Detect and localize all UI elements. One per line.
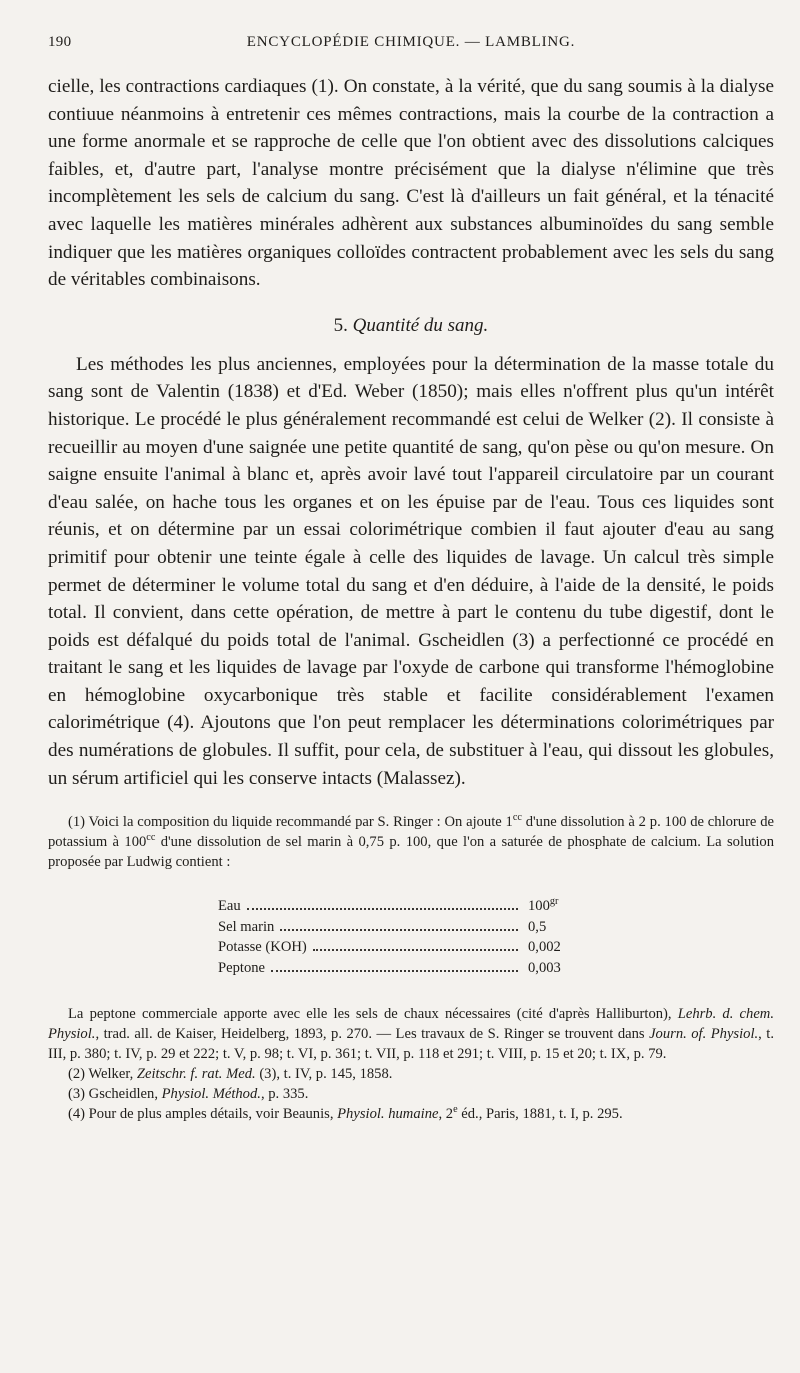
paragraph-blood-quantity: Les méthodes les plus anciennes, employées pour la détermination de la masse totale du sang sont de Valentin (1838) et d'Ed. Weber (1850); mais elles n'offrent plus qu'un intérêt historique. Le procédé le plus généralement recommandé est celui de Welker (2). Il consiste à recueillir au moyen d'une saignée une petite quantité de sang, qu'on pèse ou qu'on mesure. On saigne ensuite l'animal à blanc et, après avoir lavé tout l'appareil circulatoire par un courant d'eau salée, on hache tous les organes et on les épuise par de l'eau. Tous ces liquides sont réunis, et on détermine par un essai colorimétrique combien il faut ajouter d'eau au sang primitif pour obtenir une teinte égale à celle des liquides de lavage. Un calcul très simple permet de déterminer le volume total du sang et d'en déduire, à l'aide de la densité, le poids total. Il convient, dans cette opération, de mettre à part le contenu du tube digestif, dont le poids est défalqué du poids total de l'animal. Gscheidlen (3) a perfectionné ce procédé en traitant le sang et les liquides de lavage par l'oxyde de carbone qui transforme l'hémoglobine en hémoglobine oxycarbonique très stable et facilite considérablement l'examen calorimétrique (4). Ajoutons que l'on peut remplacer les déterminations colorimétriques par des numérations de globules. Il suffit, pour cela, de substituer à l'eau, qui dissout les globules, un sérum artificiel qui les conserve intacts (Malassez). [48, 353, 774, 789]
section-number: 5. [333, 314, 348, 336]
footnote-2-text-b: (3), t. IV, p. 145, 1858. [255, 1066, 393, 1083]
composition-unit: gr [549, 896, 559, 908]
footnote-2-text-a: (2) Welker, [68, 1066, 137, 1083]
composition-label: Sel marin [218, 918, 275, 935]
footnote-3-text-b: , p. 335. [260, 1086, 309, 1103]
footnote-3-text-a: (3) Gscheidlen, [68, 1086, 162, 1103]
leader-dots [271, 970, 518, 972]
page [48, 34, 774, 1124]
footnote-4-text-a: (4) Pour de plus amples détails, voir Beaunis, [68, 1106, 338, 1123]
running-title: ENCYCLOPÉDIE CHIMIQUE. — LAMBLING. [246, 34, 576, 50]
footnote-1c-text-a: La peptone commerciale apporte avec elle les sels de chaux nécessaires (cité d'après Halliburton), [68, 1006, 678, 1023]
footnotes [48, 812, 774, 1124]
composition-row [218, 917, 578, 938]
leader-dots [313, 949, 518, 951]
leader-dots [247, 908, 518, 910]
footnote-1-text-b: d'une dissolution à 2 p. 100 de chlorure de potassium à 100 [48, 814, 774, 851]
footnote-1-text-c: d'une dissolution de sel marin à 0,75 p. 100, que l'on a saturée de phosphate de calcium. La solution proposée par Ludwig contient : [48, 834, 774, 871]
composition-row [218, 958, 578, 979]
page-number: 190 [48, 34, 72, 50]
composition-value-number: 100 [528, 898, 550, 915]
composition-label: Peptone [218, 959, 266, 976]
composition-table [218, 896, 578, 978]
composition-value: 0,5 [528, 918, 547, 935]
composition-row [218, 937, 578, 958]
footnote-2-citation: Zeitschr. f. rat. Med. [136, 1066, 256, 1083]
footnote-1c-citation-b: Journ. of. Physiol. [649, 1026, 759, 1043]
composition-value: 0,003 [528, 959, 561, 976]
footnote-3-citation: Physiol. Méthod. [161, 1086, 261, 1103]
footnote-3 [48, 1084, 774, 1104]
footnote-1 [48, 812, 774, 872]
footnote-1-text-a: (1) Voici la composition du liquide recommandé par S. Ringer : On ajoute 1 [68, 814, 513, 831]
footnote-4-text-b: , 2 [438, 1106, 454, 1123]
composition-label: Eau [218, 898, 241, 915]
composition-value: 0,002 [528, 939, 561, 956]
paragraph-continued: cielle, les contractions cardiaques (1). On constate, à la vérité, que du sang soumis à la dialyse contiuue néanmoins à entretenir ces mêmes contractions, mais la courbe de la contraction a une forme anormale et se rapproche de celle que l'on obtient avec des dissolutions calciques faibles, et, d'autre part, l'analyse montre précisément que la dialyse n'élimine que très incomplètement les sels de calcium du sang. C'est là d'ailleurs un fait général, et la ténacité avec laquelle les matières minérales adhèrent aux substances albuminoïdes du sang semble indiquer que les matières organiques colloïdes contractent probablement avec les sels du sang de véritables combinaisons. [48, 76, 774, 291]
footnote-1c-text-c: , t. III, p. 380; t. IV, p. 29 et 222; t. V, p. 98; t. VI, p. 361; t. VII, p. 118 et 291; t. VIII, p. 15 et 20; t. IX, p. 79. [48, 1026, 774, 1063]
running-header [48, 34, 774, 51]
footnote-1-continued [48, 1004, 774, 1064]
section-title: Quantité du sang. [352, 314, 489, 336]
footnote-4 [48, 1104, 774, 1124]
footnote-2 [48, 1064, 774, 1084]
footnote-4-sup: e [453, 1104, 458, 1116]
composition-value [528, 896, 578, 917]
composition-label: Potasse (KOH) [218, 939, 307, 956]
footnote-1c-text-b: , trad. all. de Kaiser, Heidelberg, 1893, p. 270. — Les travaux de S. Ringer se trouvent dans [95, 1026, 650, 1043]
footnote-4-text-c: éd., Paris, 1881, t. I, p. 295. [457, 1106, 623, 1123]
footnote-1c-citation-a: Lehrb. d. chem. Physiol. [48, 1006, 774, 1043]
leader-dots [280, 929, 518, 931]
composition-row [218, 896, 578, 917]
section-heading [48, 312, 774, 339]
footnote-1-sup-a: cc [512, 812, 522, 824]
footnote-4-citation: Physiol. humaine [337, 1106, 439, 1123]
footnote-1-sup-b: cc [146, 832, 156, 844]
